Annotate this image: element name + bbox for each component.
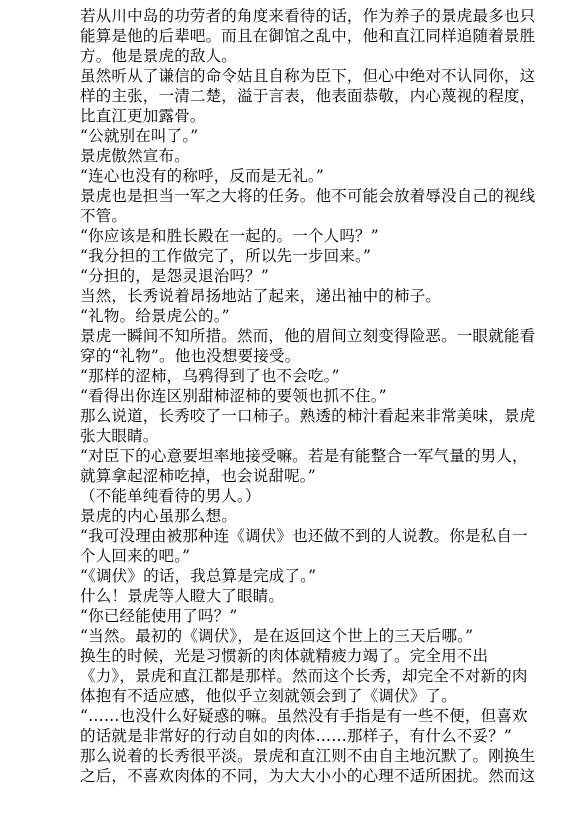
text-line: “连心也没有的称呼，反而是无礼。” xyxy=(80,167,324,185)
text-line: 穿的“礼物”。他也没想要接受。 xyxy=(80,347,301,365)
text-line: 那么说道，长秀咬了一口柿子。熟透的柿汁看起来非常美味，景虎 xyxy=(80,407,536,425)
text-line: “当然。最初的《调伏》，是在返回这个世上的三天后哪。” xyxy=(80,627,474,645)
text-line: 景虎傲然宣布。 xyxy=(80,147,190,165)
text-line: 景虎一瞬间不知所措。然而，他的眉间立刻变得险恶。一眼就能看 xyxy=(80,327,536,345)
text-line: 景虎也是担当一军之大将的任务。他不可能会放着辱没自己的视线 xyxy=(80,187,536,205)
text-line: 虽然听从了谦信的命令姑且自称为臣下，但心中绝对不认同你，这 xyxy=(80,67,536,85)
text-line: “礼物。给景虎公的。” xyxy=(80,307,230,325)
text-line: 那么说着的长秀很平淡。景虎和直江则不由自主地沉默了。刚换生 xyxy=(80,747,536,765)
text-line: 《力》，景虎和直江都是那样。然而这个长秀，却完全不对新的肉 xyxy=(80,667,528,685)
text-line: 的话就是非常好的行动自如的肉体……那样子，有什么不妥？” xyxy=(80,727,513,745)
text-line: “分担的，是怨灵退治吗？” xyxy=(80,267,269,285)
text-line: 体抱有不适应感，他似乎立刻就领会到了《调伏》了。 xyxy=(80,687,457,705)
text-line: “……也没什么好疑惑的嘛。虽然没有手指是有一些不便，但喜欢 xyxy=(80,707,528,725)
text-line: 方。他是景虎的敌人。 xyxy=(80,47,238,65)
text-line: “看得出你连区别甜柿涩柿的要领也抓不住。” xyxy=(80,387,387,405)
text-line: 就算拿起涩柿吃掉，也会说甜呢。” xyxy=(80,467,316,485)
text-line: “公就别在叫了。” xyxy=(80,127,199,145)
text-line: “对臣下的心意要坦率地接受嘛。若是有能整合一军气量的男人， xyxy=(80,447,528,465)
text-line: 之后，不喜欢肉体的不同，为大大小小的心理不适所困扰。然而这 xyxy=(80,767,536,785)
text-line: 不管。 xyxy=(80,207,128,225)
text-line: “我分担的工作做完了，所以先一步回来。” xyxy=(80,247,372,265)
text-line: “你应该是和胜长殿在一起的。一个人吗？” xyxy=(80,227,379,245)
text-line: 能算是他的后辈吧。而且在御馆之乱中，他和直江同样追随着景胜 xyxy=(80,27,536,45)
text-line: “你已经能使用了吗？” xyxy=(80,607,238,625)
text-line: “我可没理由被那种连《调伏》也还做不到的人说教。你是私自一 xyxy=(80,527,528,545)
text-line: 当然，长秀说着昂扬地站了起来，递出袖中的柿子。 xyxy=(80,287,442,305)
text-line: 张大眼睛。 xyxy=(80,427,159,445)
text-line: 样的主张，一清二楚，溢于言表，他表面恭敬，内心蔑视的程度， xyxy=(80,87,536,105)
text-line: “《调伏》的话，我总算是完成了。” xyxy=(80,567,317,585)
text-line: 什么！景虎等人瞪大了眼睛。 xyxy=(80,587,285,605)
text-line: 景虎的内心虽那么想。 xyxy=(80,507,238,525)
text-line: （不能单纯看待的男人。） xyxy=(80,487,261,505)
text-line: 个人回来的吧。” xyxy=(80,547,191,565)
text-line: 若从川中岛的功劳者的角度来看待的话，作为养子的景虎最多也只 xyxy=(80,7,536,25)
text-line: 比直江更加露骨。 xyxy=(80,107,206,125)
text-line: 换生的时候，光是习惯新的肉体就精疲力竭了。完全用不出 xyxy=(80,647,489,665)
text-line: “那样的涩柿，乌鸦得到了也不会吃。” xyxy=(80,367,340,385)
